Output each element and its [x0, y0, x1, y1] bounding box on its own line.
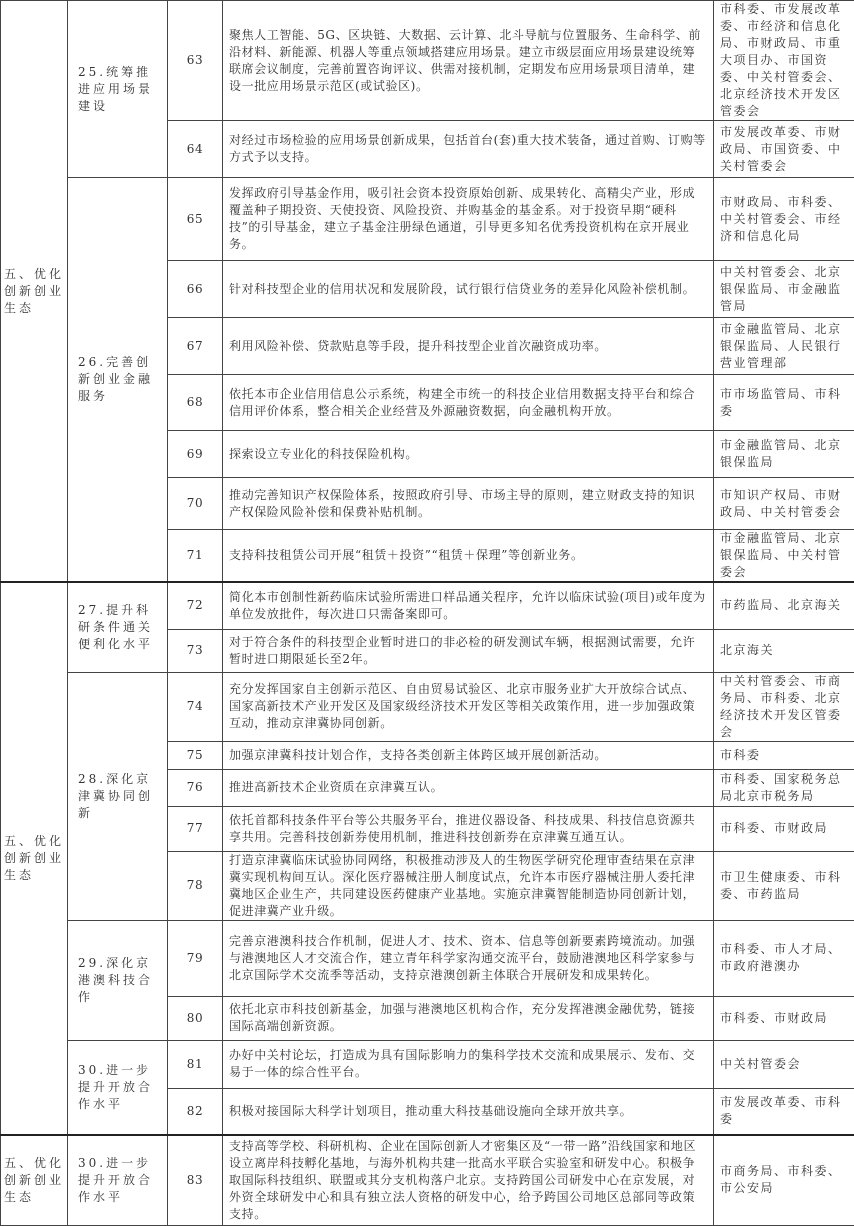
responsible-departments: 市知识产权局、市财政局、中关村管委会 — [714, 478, 854, 530]
item-content: 推进高新技术企业资质在京津冀互认。 — [223, 769, 714, 806]
table-row — [1, 672, 854, 741]
item-content: 探索设立专业化的科技保险机构。 — [223, 431, 714, 478]
table-row — [1, 582, 854, 629]
topic-cell: 30.进一步提升开放合作水平 — [68, 1135, 168, 1225]
responsible-departments: 市金融监管局、北京银保监局、中关村管委会 — [714, 530, 854, 583]
item-content: 对于符合条件的科技型企业暂时进口的非必检的研发测试车辆，根据测试需要，允许暂时进口期限延长至2年。 — [223, 629, 714, 672]
item-content: 依托北京市科技创新基金，加强与港澳地区机构合作，充分发挥港澳金融优势，链接国际高端创新资源。 — [223, 996, 714, 1040]
topic-cell: 25.统筹推进应用场景建设 — [68, 1, 168, 178]
item-number: 71 — [168, 530, 223, 583]
topic-cell: 27.提升科研条件通关便利化水平 — [68, 582, 168, 672]
item-number: 74 — [168, 672, 223, 741]
section-cell: 五、优化创新创业生态 — [1, 1, 68, 583]
table-row — [1, 920, 854, 996]
responsible-departments: 市科委、市财政局 — [714, 996, 854, 1040]
item-content: 推动完善知识产权保险体系，按照政府引导、市场主导的原则，建立财政支持的知识产权保险风险补偿和保费补贴机制。 — [223, 478, 714, 530]
item-number: 63 — [168, 1, 223, 121]
responsible-departments: 市发展改革委、市科委 — [714, 1088, 854, 1135]
item-content: 对经过市场检验的应用场景创新成果，包括首台(套)重大技术装备，通过首购、订购等方式予以支持。 — [223, 121, 714, 178]
responsible-departments: 中关村管委会、市商务局、市科委、北京经济技术开发区管委会 — [714, 672, 854, 741]
topic-cell: 28.深化京津冀协同创新 — [68, 672, 168, 920]
item-number: 83 — [168, 1135, 223, 1225]
item-content: 利用风险补偿、贷款贴息等手段，提升科技型企业首次融资成功率。 — [223, 318, 714, 375]
topic-cell: 26.完善创新创业金融服务 — [68, 178, 168, 583]
item-content: 充分发挥国家自主创新示范区、自由贸易试验区、北京市服务业扩大开放综合试点、国家高新技术产业开发区及国家级经济技术开发区等相关政策作用，进一步加强政策互动，推动京津冀协同创新。 — [223, 672, 714, 741]
responsible-departments: 市科委、市人才局、市政府港澳办 — [714, 920, 854, 996]
item-number: 72 — [168, 582, 223, 629]
item-content: 聚焦人工智能、5G、区块链、大数据、云计算、北斗导航与位置服务、生命科学、前沿材料、新能源、机器人等重点领域搭建应用场景。建立市级层面应用场景建设统筹联席会议制度，完善前置咨询评议、供需对接机制，定期发布应用场景项目清单，建设一批应用场景示范区(或试验区)。 — [223, 1, 714, 121]
responsible-departments: 市商务局、市科委、市公安局 — [714, 1135, 854, 1225]
responsible-departments: 市金融监管局、北京银保监局 — [714, 431, 854, 478]
responsible-departments: 市药监局、北京海关 — [714, 582, 854, 629]
responsible-departments: 市市场监管局、市科委 — [714, 375, 854, 431]
responsible-departments: 市科委、国家税务总局北京市税务局 — [714, 769, 854, 806]
responsible-departments: 市科委、市发展改革委、市经济和信息化局、市财政局、市重大项目办、市国资委、中关村管委会、北京经济技术开发区管委会 — [714, 1, 854, 121]
item-number: 70 — [168, 478, 223, 530]
table-row — [1, 178, 854, 261]
item-number: 65 — [168, 178, 223, 261]
item-number: 64 — [168, 121, 223, 178]
item-number: 73 — [168, 629, 223, 672]
item-content: 支持高等学校、科研机构、企业在国际创新人才密集区及“一带一路”沿线国家和地区设立离岸科技孵化基地，与海外机构共建一批高水平联合实验室和研发中心。积极争取国际科技组织、联盟或其分支机构落户北京。支持跨国公司研发中心在京发展，对外资全球研发中心和具有独立法人资格的研发中心，给予跨国公司地区总部同等政策支持。 — [223, 1135, 714, 1225]
item-content: 办好中关村论坛，打造成为具有国际影响力的集科学技术交流和成果展示、发布、交易于一体的综合性平台。 — [223, 1040, 714, 1088]
topic-cell: 30.进一步提升开放合作水平 — [68, 1040, 168, 1135]
item-content: 完善京港澳科技合作机制，促进人才、技术、资本、信息等创新要素跨境流动。加强与港澳地区人才交流合作，建立青年科学家沟通交流平台，鼓励港澳地区科学家参与北京国际学术交流季等活动，支持京港澳创新主体联合开展研发和成果转化。 — [223, 920, 714, 996]
item-number: 80 — [168, 996, 223, 1040]
item-content: 打造京津冀临床试验协同网络，积极推动涉及人的生物医学研究伦理审查结果在京津冀实现机构间互认。深化医疗器械注册人制度试点，允许本市医疗器械注册人委托津冀地区企业生产，共同建设医药健康产业基地。实施京津冀智能制造协同创新计划，促进津冀产业升级。 — [223, 851, 714, 920]
item-content: 针对科技型企业的信用状况和发展阶段，试行银行信贷业务的差异化风险补偿机制。 — [223, 261, 714, 318]
item-content: 简化本市创制性新药临床试验所需进口样品通关程序，允许以临床试验(项目)或年度为单位发放批件，每次进口只需备案即可。 — [223, 582, 714, 629]
responsible-departments: 中关村管委会、北京银保监局、市金融监管局 — [714, 261, 854, 318]
item-number: 82 — [168, 1088, 223, 1135]
responsible-departments: 市财政局、市科委、中关村管委会、市经济和信息化局 — [714, 178, 854, 261]
item-content: 发挥政府引导基金作用，吸引社会资本投资原始创新、成果转化、高精尖产业，形成覆盖种子期投资、天使投资、风险投资、并购基金的基金系。对于投资早期“硬科技”的引导基金，建立子基金注册绿色通道，引导更多知名优秀投资机构在京开展业务。 — [223, 178, 714, 261]
topic-cell: 29.深化京港澳科技合作 — [68, 920, 168, 1040]
item-number: 69 — [168, 431, 223, 478]
item-content: 积极对接国际大科学计划项目，推动重大科技基础设施向全球开放共享。 — [223, 1088, 714, 1135]
section-cell: 五、优化创新创业生态 — [1, 582, 68, 1135]
item-number: 77 — [168, 806, 223, 851]
item-content: 加强京津冀科技计划合作，支持各类创新主体跨区域开展创新活动。 — [223, 741, 714, 769]
responsible-departments: 市发展改革委、市财政局、市国资委、中关村管委会 — [714, 121, 854, 178]
table-row — [1, 1, 854, 121]
responsible-departments: 市金融监管局、北京银保监局、人民银行营业管理部 — [714, 318, 854, 375]
table-row — [1, 1135, 854, 1225]
item-number: 66 — [168, 261, 223, 318]
item-number: 76 — [168, 769, 223, 806]
item-number: 78 — [168, 851, 223, 920]
item-number: 81 — [168, 1040, 223, 1088]
responsible-departments: 市科委 — [714, 741, 854, 769]
responsible-departments: 市科委、市财政局 — [714, 806, 854, 851]
item-number: 67 — [168, 318, 223, 375]
item-content: 支持科技租赁公司开展“租赁＋投资”“租赁＋保理”等创新业务。 — [223, 530, 714, 583]
item-content: 依托首都科技条件平台等公共服务平台，推进仪器设备、科技成果、科技信息资源共享共用。完善科技创新券使用机制，推进科技创新券在京津冀互通互认。 — [223, 806, 714, 851]
responsible-departments: 市卫生健康委、市科委、市药监局 — [714, 851, 854, 920]
item-number: 75 — [168, 741, 223, 769]
item-number: 79 — [168, 920, 223, 996]
table-row — [1, 1040, 854, 1088]
responsible-departments: 北京海关 — [714, 629, 854, 672]
responsible-departments: 中关村管委会 — [714, 1040, 854, 1088]
item-content: 依托本市企业信用信息公示系统，构建全市统一的科技企业信用数据支持平台和综合信用评价体系，整合相关企业经营及外源融资数据，向金融机构开放。 — [223, 375, 714, 431]
section-cell: 五、优化创新创业生态 — [1, 1135, 68, 1225]
item-number: 68 — [168, 375, 223, 431]
